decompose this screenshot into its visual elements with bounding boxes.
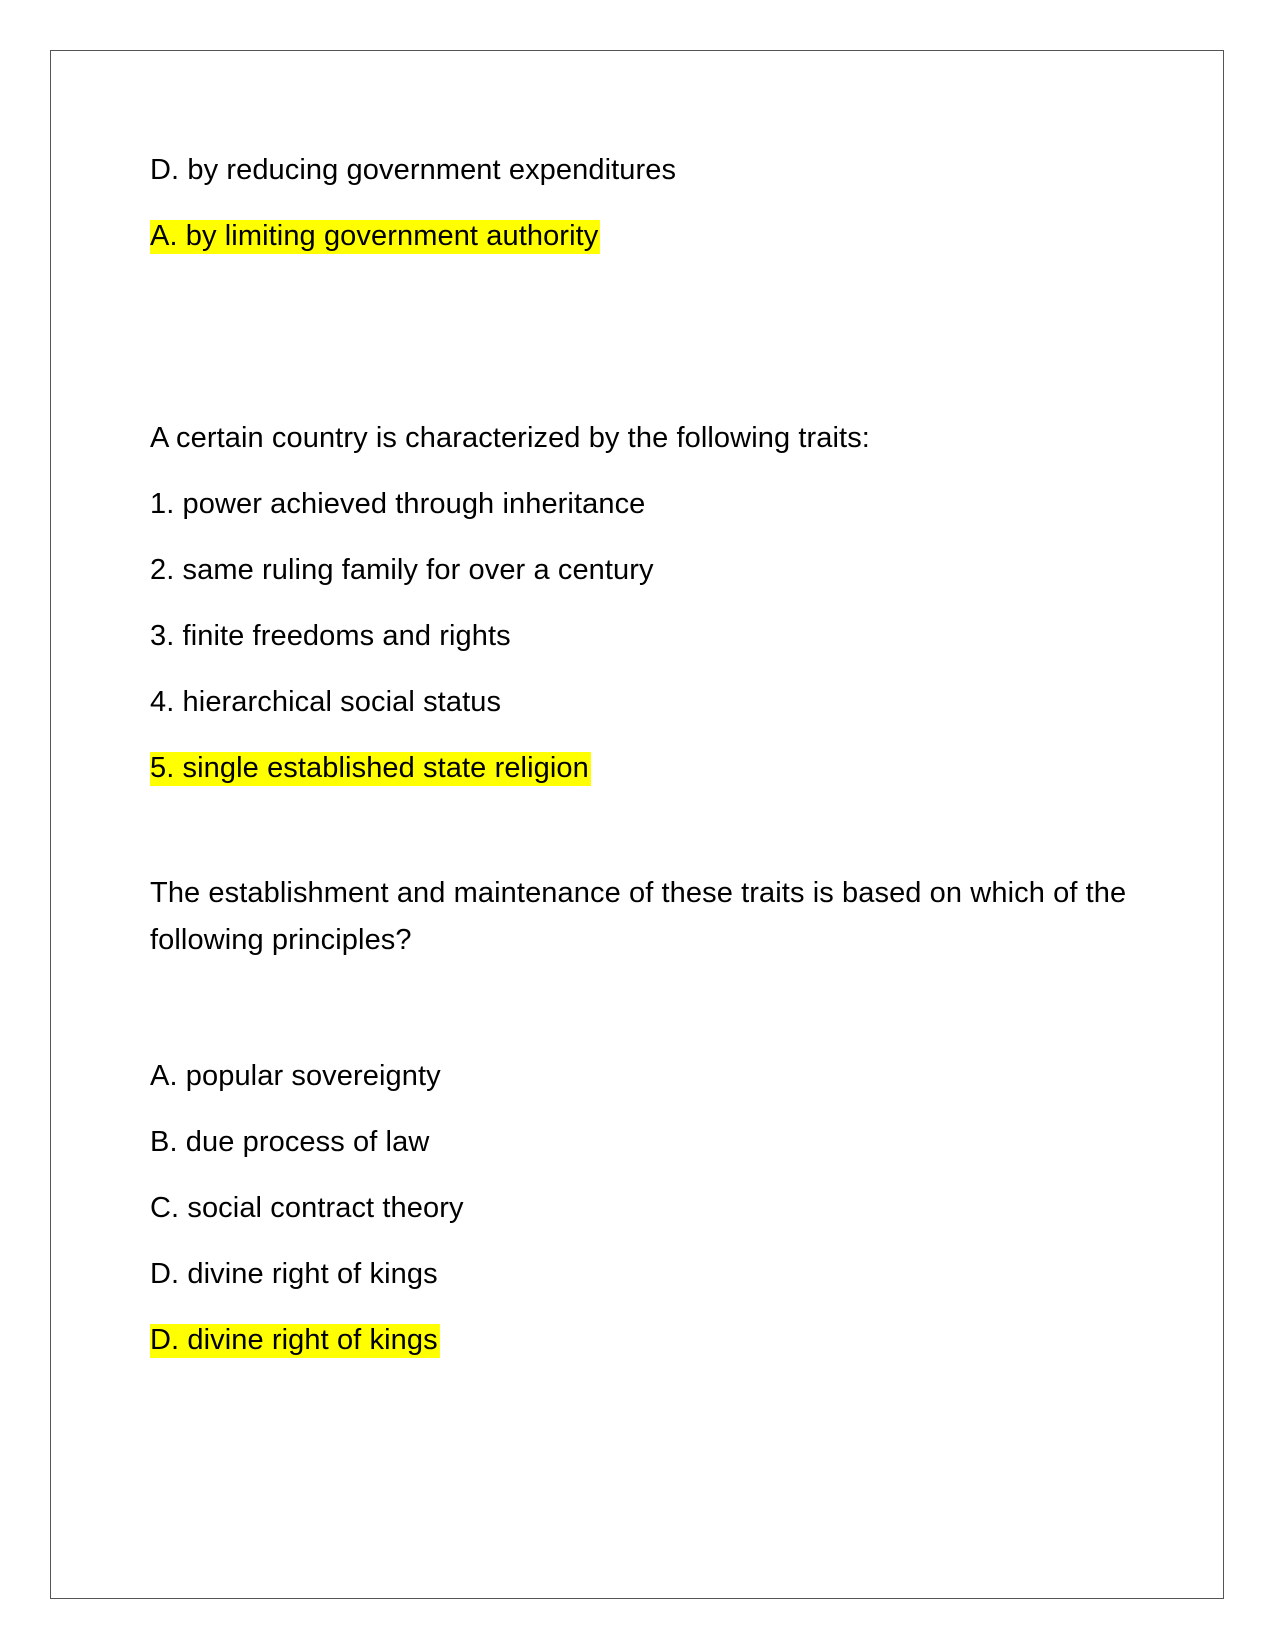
trait-item: 4. hierarchical social status <box>150 686 502 718</box>
trait-item: 1. power achieved through inheritance <box>150 488 646 520</box>
trait-item: 3. finite freedoms and rights <box>150 620 511 652</box>
option-c: C. social contract theory <box>150 1192 464 1224</box>
previous-option-d: D. by reducing government expenditures <box>150 154 677 186</box>
trait-item-highlighted <box>150 750 591 786</box>
page-border <box>50 50 1224 1599</box>
answer <box>150 1322 440 1358</box>
previous-answer-highlight: A. by limiting government authority <box>150 220 599 252</box>
trait-highlight: 5. single established state religion <box>150 752 589 784</box>
previous-answer <box>150 218 600 254</box>
question-intro: A certain country is characterized by the following traits: <box>150 422 870 454</box>
option-b: B. due process of law <box>150 1126 430 1158</box>
option-d: D. divine right of kings <box>150 1258 438 1290</box>
answer-highlight: D. divine right of kings <box>150 1324 438 1356</box>
option-a: A. popular sovereignty <box>150 1060 441 1092</box>
question-prompt: The establishment and maintenance of these traits is based on which of the following principles? <box>150 877 1127 956</box>
trait-item: 2. same ruling family for over a century <box>150 554 654 586</box>
